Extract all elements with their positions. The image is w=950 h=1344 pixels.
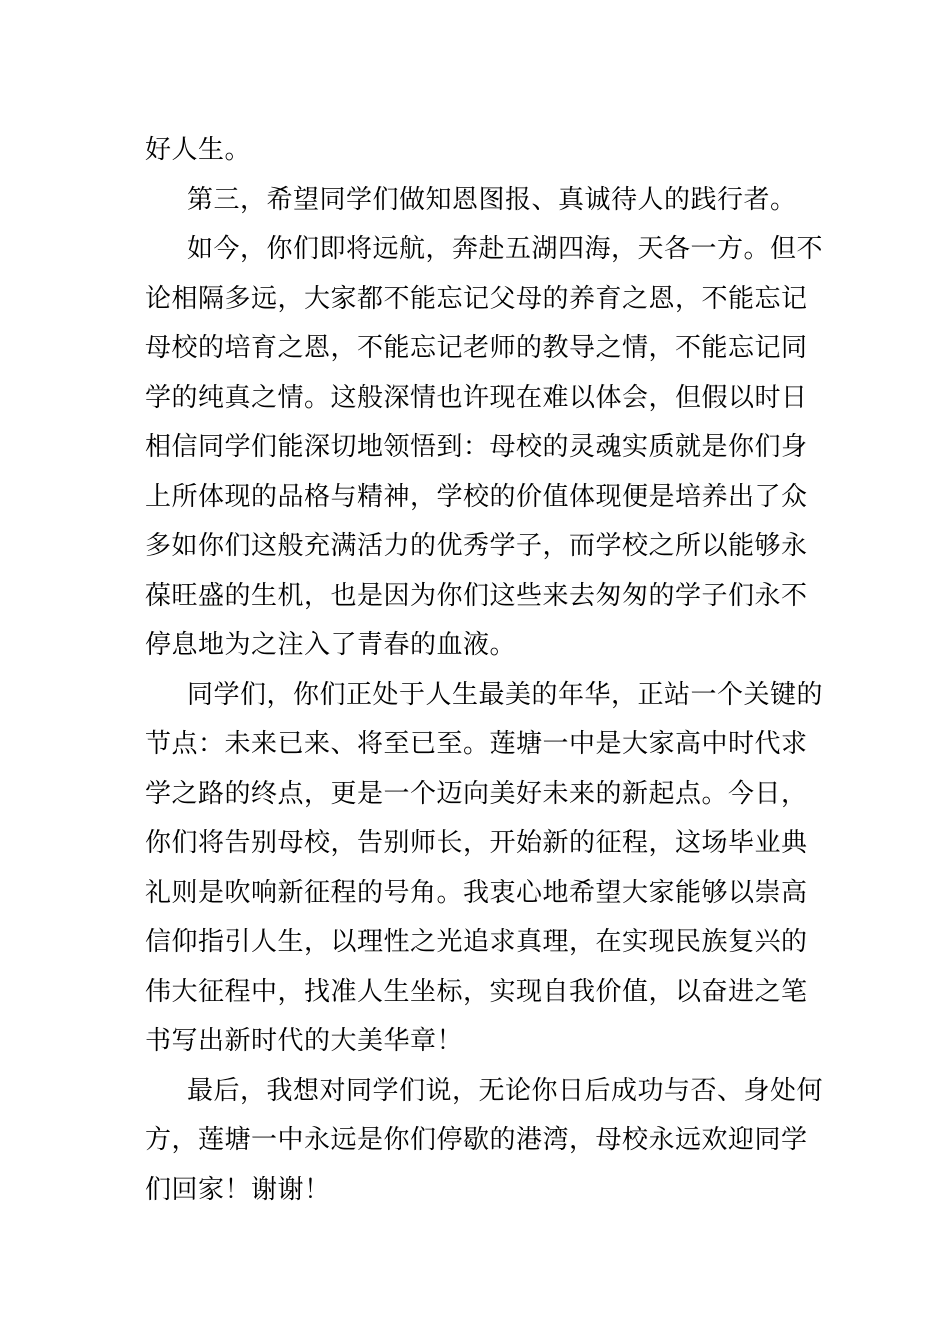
- text-line: 学之路的终点，更是一个迈向美好未来的新起点。今日，: [145, 778, 808, 809]
- text-line: 你们将告别母校，告别师长，开始新的征程，这场毕业典: [145, 828, 808, 858]
- text-line: 书写出新时代的大美华章！: [145, 1026, 464, 1056]
- text-line: 葆旺盛的生机，也是因为你们这些来去匆匆的学子们永不: [145, 580, 808, 611]
- text-line: 方，莲塘一中永远是你们停歇的港湾，母校永远欢迎同学: [145, 1125, 808, 1155]
- paragraph-start-line: 如今，你们即将远航，奔赴五湖四海，天各一方。但不: [187, 234, 824, 264]
- text-line: 们回家！谢谢！: [145, 1174, 331, 1205]
- paragraph-start-line: 第三，希望同学们做知恩图报、真诚待人的践行者。: [187, 184, 797, 215]
- text-line: 节点：未来已来、将至已至。莲塘一中是大家高中时代求: [145, 729, 808, 759]
- text-line: 停息地为之注入了青春的血液。: [145, 630, 517, 660]
- text-line: 信仰指引人生，以理性之光追求真理，在实现民族复兴的: [145, 927, 808, 957]
- text-line: 上所体现的品格与精神，学校的价值体现便是培养出了众: [145, 481, 808, 512]
- text-line: 学的纯真之情。这般深情也许现在难以体会，但假以时日: [145, 382, 808, 413]
- text-line: 礼则是吹响新征程的号角。我衷心地希望大家能够以崇高: [145, 877, 808, 908]
- text-line: 相信同学们能深切地领悟到：母校的灵魂实质就是你们身: [145, 432, 808, 462]
- paragraph-start-line: 同学们，你们正处于人生最美的年华，正站一个关键的: [187, 679, 824, 710]
- text-line: 好人生。: [145, 135, 252, 165]
- text-line: 母校的培育之恩，不能忘记老师的教导之情，不能忘记同: [145, 333, 808, 363]
- text-line: 论相隔多远，大家都不能忘记父母的养育之恩，不能忘记: [145, 283, 808, 314]
- paragraph-start-line: 最后，我想对同学们说，无论你日后成功与否、身处何: [187, 1075, 824, 1106]
- text-line: 伟大征程中，找准人生坐标，实现自我价值，以奋进之笔: [145, 976, 808, 1007]
- text-line: 多如你们这般充满活力的优秀学子，而学校之所以能够永: [145, 531, 808, 561]
- document-page: [145, 126, 824, 1215]
